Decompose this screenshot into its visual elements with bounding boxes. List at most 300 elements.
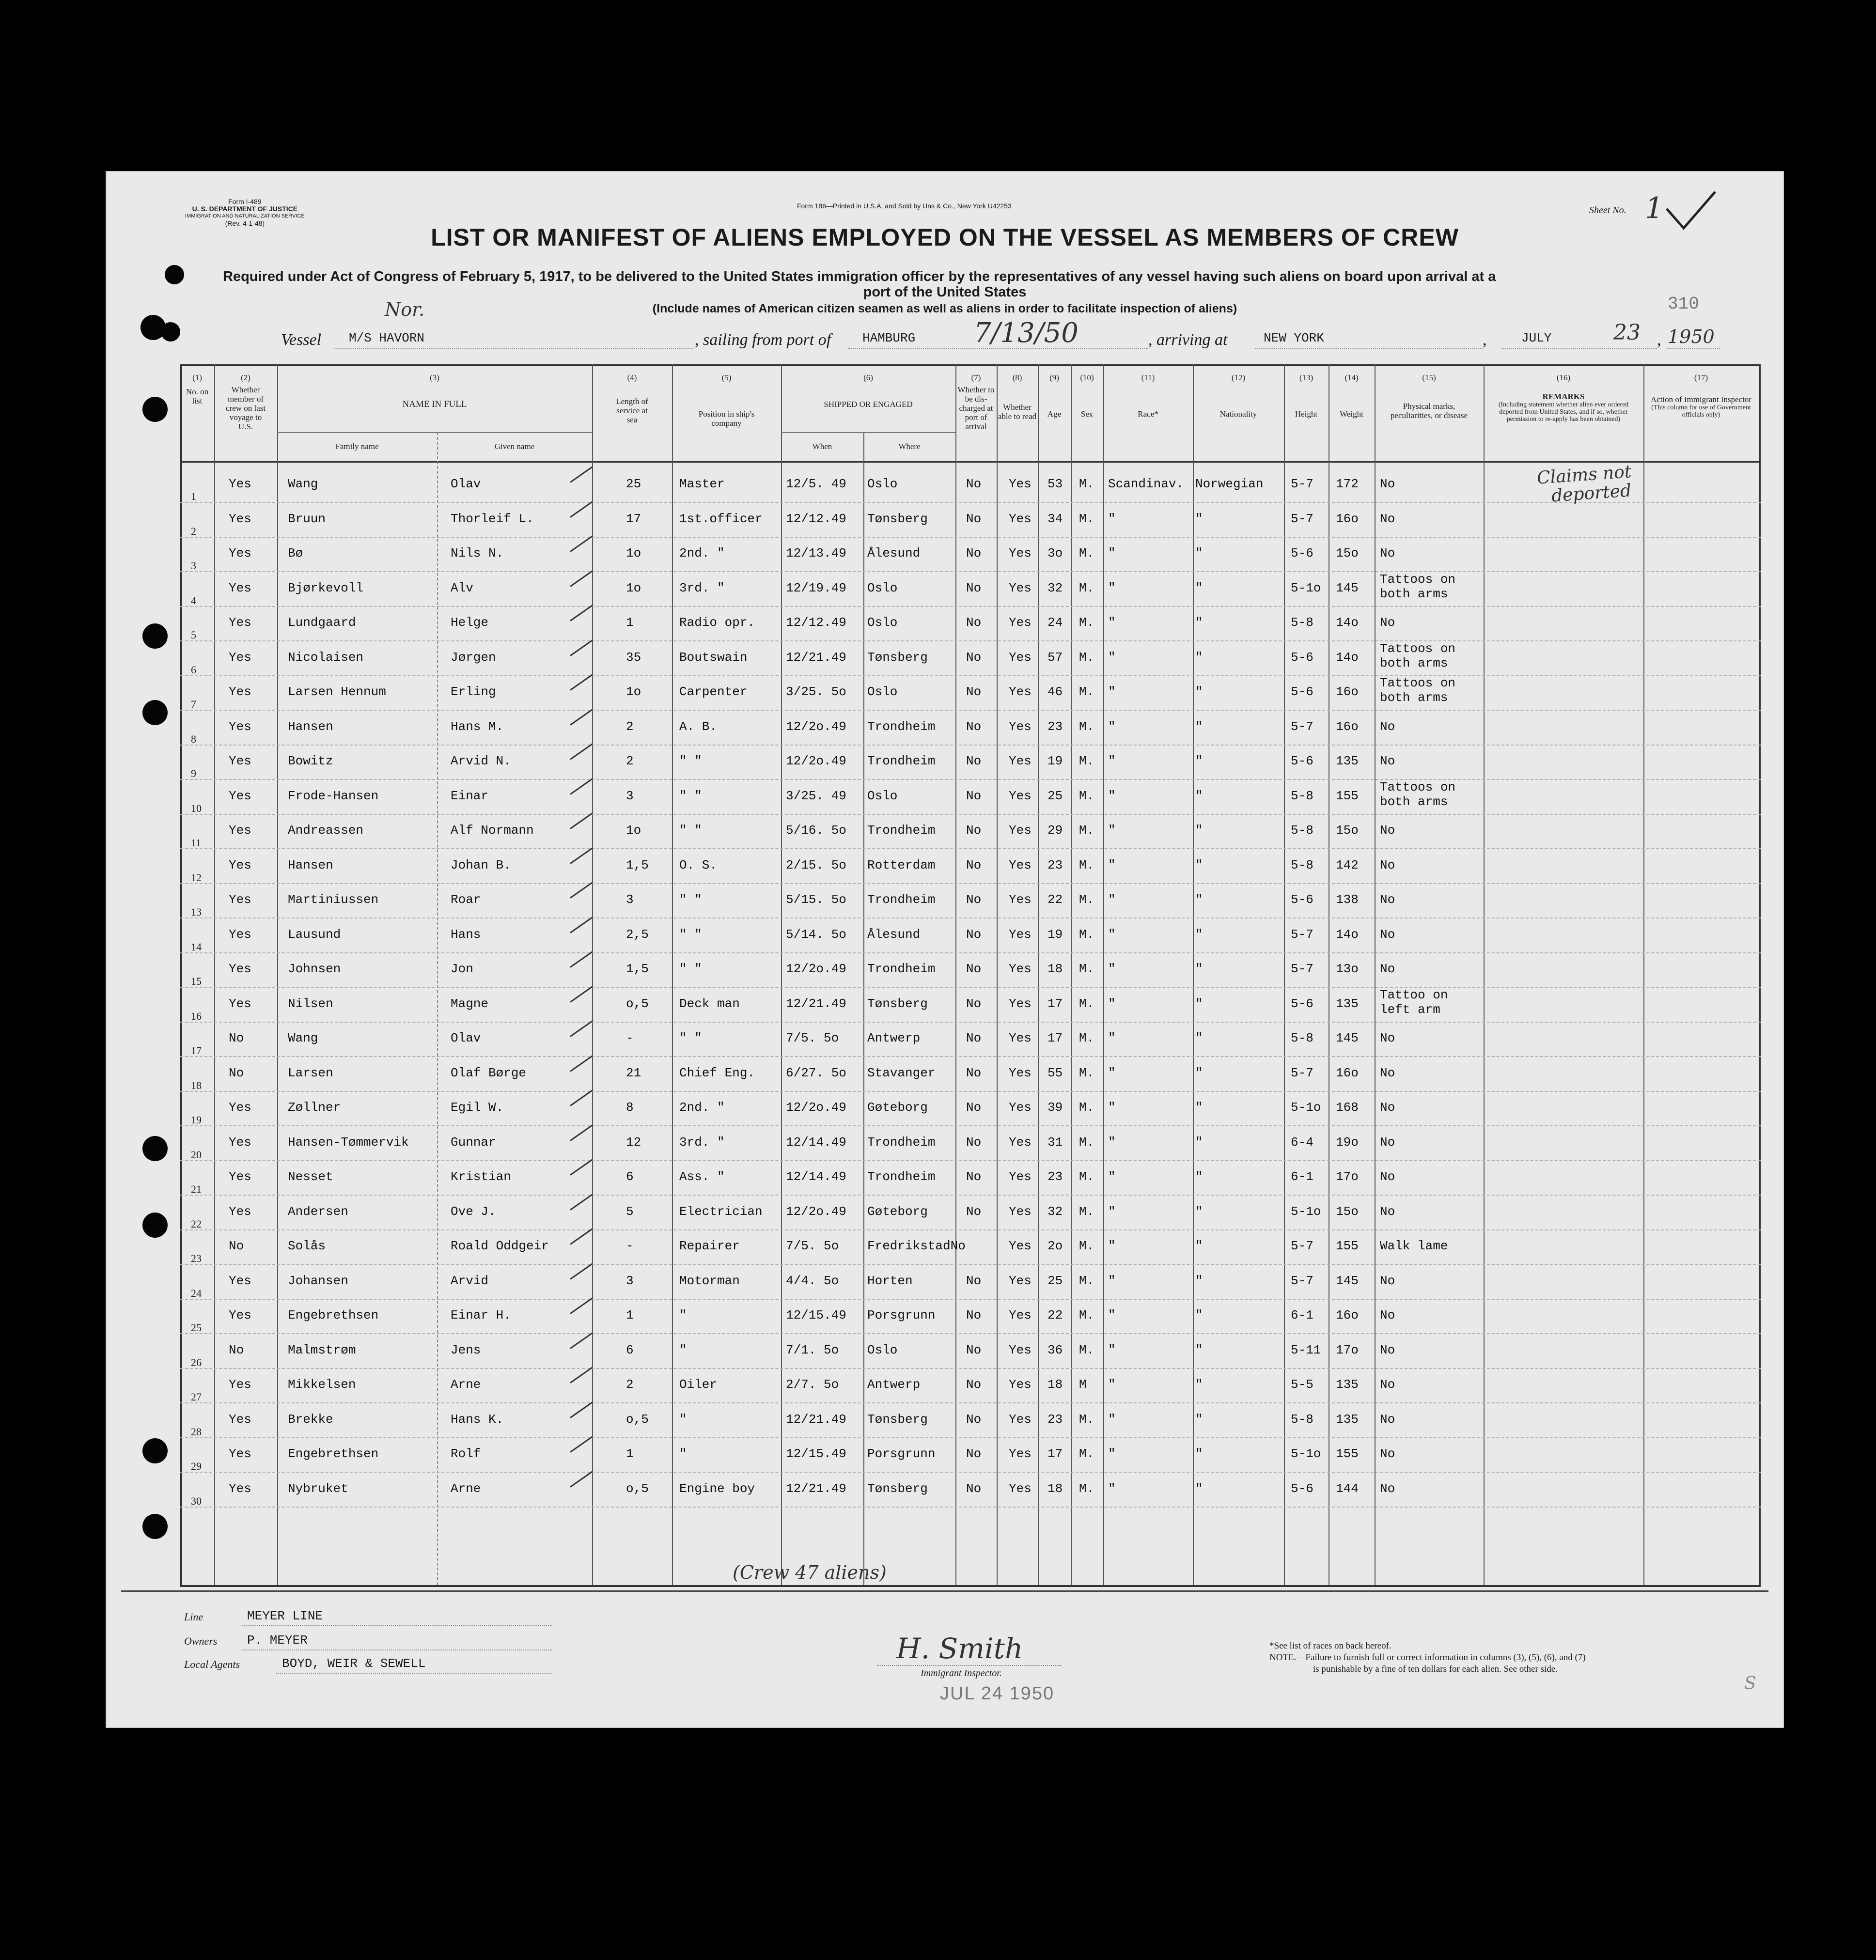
cell-marks-line: left arm — [1380, 1002, 1440, 1017]
cell-marks: No — [1380, 1447, 1395, 1461]
row-number: 5 — [191, 629, 196, 641]
port-of-departure: HAMBURG — [862, 331, 916, 345]
check-tick-icon — [570, 570, 593, 587]
cell-height: 5-7 — [1291, 1239, 1313, 1253]
row-number: 30 — [191, 1494, 202, 1507]
cell-nat: " — [1195, 754, 1203, 768]
cell-when: 12/21.49 — [786, 1481, 846, 1496]
cell-when: 3/25. 5o — [786, 684, 846, 699]
cell-height: 5-8 — [1291, 615, 1313, 630]
cell-family: Engebrethsen — [288, 1447, 379, 1461]
row-number: 13 — [191, 906, 202, 918]
cell-age: 53 — [1047, 477, 1063, 491]
cell-position: " " — [679, 962, 702, 976]
cell-when: 12/13.49 — [786, 546, 846, 560]
cell-family: Bruun — [288, 511, 326, 526]
stamp-number: 310 — [1668, 294, 1699, 314]
check-tick-icon — [570, 1367, 593, 1384]
when-header: When — [812, 442, 832, 451]
cell-height: 5-7 — [1291, 511, 1313, 526]
cell-disch: No — [966, 1447, 982, 1461]
cell-sex: M. — [1079, 1031, 1094, 1045]
cell-when: 7/5. 5o — [786, 1239, 839, 1253]
cell-height: 5-6 — [1291, 650, 1313, 665]
cell-nat: " — [1195, 1031, 1203, 1045]
cell-read: Yes — [1009, 1342, 1032, 1357]
cell-height: 5-8 — [1291, 823, 1313, 838]
cell-when: 12/19.49 — [786, 580, 846, 595]
cell-height: 5-8 — [1291, 788, 1313, 803]
cell-age: 36 — [1047, 1342, 1063, 1357]
cell-prev: No — [229, 1065, 244, 1080]
row-number: 14 — [191, 940, 202, 953]
cell-age: 3o — [1047, 546, 1063, 560]
cell-given: Einar H. — [451, 1308, 511, 1322]
cell-weight: 135 — [1336, 754, 1359, 768]
cell-family: Martiniussen — [288, 892, 379, 907]
cell-prev: No — [229, 1031, 244, 1045]
form-id-block — [185, 198, 305, 227]
cell-height: 5-7 — [1291, 477, 1313, 491]
cell-prev: Yes — [229, 892, 251, 907]
cell-family: Hansen-Tømmervik — [288, 1135, 409, 1150]
check-tick-icon — [570, 1228, 593, 1245]
cell-prev: Yes — [229, 1273, 251, 1288]
cell-marks: No — [1380, 1342, 1395, 1357]
cell-nat: " — [1195, 719, 1203, 734]
cell-service: 1 — [626, 1308, 634, 1322]
cell-sex: M. — [1079, 823, 1094, 838]
cell-height: 5-1o — [1291, 1447, 1321, 1461]
row-number: 29 — [191, 1460, 202, 1472]
cell-given: Jørgen — [451, 650, 496, 665]
cell-race: " — [1108, 857, 1116, 872]
cell-age: 34 — [1047, 511, 1063, 526]
cell-position: A. B. — [679, 719, 718, 734]
cell-marks-line: Tattoos on — [1380, 676, 1456, 690]
cell-where: Trondheim — [867, 1169, 936, 1184]
col-9-header: (9) Age — [1047, 373, 1062, 419]
cell-sex: M. — [1079, 719, 1094, 734]
cell-when: 2/7. 5o — [786, 1377, 839, 1392]
cell-weight: 15o — [1336, 823, 1359, 838]
cell-marks-line: Tattoos on — [1380, 572, 1456, 587]
manifest-sheet: Form I-489 U. S. DEPARTMENT OF JUSTICE IMMIGRATION AND NATURALIZATION SERVICE (Rev. 4-1-48) Form 186—Printed in U.S.A. and Sold by Uns & Co., New York U42253 Sheet No. 1 LIST OR MANIFEST OF ALIENS EMPLOYED ON THE VESSEL AS MEMBERS OF CREW Required under Act of Congress of February 5, 1917, to be delivered to the United States immigration officer by the representatives of any vessel having such aliens on board upon arrival at a port of the United States (Include names of American citizen seamen as well as aliens in order to facilitate inspection of aliens) 310 Nor. Vessel M/S HAVORN , sailing from port of HAMBURG 7/13/50 , arriving at NEW YORK , JULY 23 , 1950 (1) No. on list (2) Whether member of crew on last voyage to U.S. (3) NAME IN FULL Family name Given name (4) Length of service at sea (5) Position in ship's company (6) SHIPPED OR ENGAGED When Where (7) Whether to be dis-charged at port of arrival (8) Whether able to read (9) Age (10) Sex (11) Race* (12) Nationality (13) Height (14) Weight (15) Physical marks, peculiarities, or disease (16) REMARKS (Including statement whether alien ever ordered deported from United States, and if so, whether permission to re-apply has been obtained) (17) Action of Immigrant Inspector (This column for use of Government officials only) 1 Yes Wang Olav 25 Master 12/5. 49 Oslo No Yes 53 M. Scandinav. Norwegian 5-7 172 No 2 Yes Bruun Thorleif L. 17 1st.officer 12/12.49 Tønsberg No Yes 34 M. " " 5-7 16o No 3 Yes Bø Nils N. 1o 2nd. " 12/13.49 Ålesund No Yes 3o M. " " 5-6 15o No 4 Yes Bjørkevoll Alv 1o 3rd. " 12/19.49 Oslo No Yes 32 M. " " 5-1o 145 Tattoos on both arms 5 Yes Lundgaard Helge 1 Radio opr. 12/12.49 Oslo No Yes 24 M. " " 5-8 14o No 6 Yes Nicolaisen Jørgen 35 Boutswain 12/21.49 Tønsberg No Yes 57 M. " " 5-6 14o Tattoos on both arms 7 Yes Larsen Hennum Erling 1o Carpenter 3/25. 5o Oslo No Yes 46 M. " " 5-6 16o Tattoos on both arms 8 Yes Hansen Hans M. 2 A. B. 12/2o.49 Trondheim No Yes 23 M. " " 5-7 16o No 9 Yes Bowitz Arvid N. 2 " " 12/2o.49 Trondheim No Yes 19 M. " " 5-6 135 No 10 Yes Frode-Hansen Einar 3 " " 3/25. 49 Oslo No Yes 25 M. " " 5-8 155 Tattoos on both arms 11 Yes Andreassen Alf Normann 1o " " 5/16. 5o Trondheim No Yes 29 M. " " 5-8 15o No 12 Yes Hansen Johan B. 1,5 O. S. 2/15. 5o Rotterdam No Yes 23 M. " " 5-8 142 No 13 Yes Martiniussen Roar 3 " " 5/15. 5o Trondheim No Yes 22 M. " " 5-6 138 No 14 Yes Lausund Hans 2,5 " " 5/14. 5o Ålesund No Yes 19 M. " " 5-7 14o No 15 Yes Johnsen Jon 1,5 " " 12/2o.49 Trondheim No Yes 18 M. " " 5-7 13o No 16 Yes Nilsen Magne o,5 Deck man 12/21.49 Tønsberg No Yes 17 M. " " 5-6 135 Tattoo on left arm 17 No Wang Olav - " " 7/5. 5o Antwerp No Yes 17 M. " " 5-8 145 No 18 No Larsen Olaf Børge 21 Chief Eng. 6/27. 5o Stavanger No Yes 55 M. " " 5-7 16o No 19 Yes Zøllner Egil W. 8 2nd. " 12/2o.49 Gøteborg No Yes 39 M. " " 5-1o 168 No 20 Yes Hansen-Tømmervik Gunnar 12 3rd. " 12/14.49 Trondheim No Yes 31 M. " " 6-4 19o No 21 Yes Nesset Kristian 6 Ass. " 12/14.49 Trondheim No Yes 23 M. " " 6-1 17o No 22 Yes Andersen Ove J. 5 Electrician 12/2o.49 Gøteborg No Yes 32 M. " " 5-1o 15o No 23 No Solås Roald Oddgeir - Repairer 7/5. 5o FredrikstadNo Yes 2o M. " " 5-7 155 Walk lame 24 Yes Johansen Arvid 3 Motorman 4/4. 5o Horten No Yes 25 M. " " 5-7 145 No 25 Yes Engebrethsen Einar H. 1 " 12/15.49 Porsgrunn No Yes 22 M. " " 6-1 16o No 26 No Malmstrøm Jens 6 " 7/1. 5o Oslo No Yes 36 M. " " 5-11 17o No 27 Yes Mikkelsen Arne 2 Oiler 2/7. 5o Antwerp No Yes 18 M " " 5-5 135 No 28 Yes Brekke Hans K. o,5 " 12/21.49 Tønsberg No Yes 23 M. " " 5-8 135 No 29 Yes Engebrethsen Rolf 1 " 12/15.49 Porsgrunn No Yes 17 M. " " 5-1o 155 No 30 Yes Nybruket Arne o,5 Engine boy 12/21.49 Tønsberg No Yes 18 M. " " 5-6 144 No Claims not deported (Crew 47 aliens) Line MEYER LINE Owners P. MEYER Local Agents BOYD, WEIR & SEWELL H. Smith Immigrant Inspector. JUL 24 1950 *See list of races on back hereof. NOTE.—Failure to furnish full or correct information in columns (3), (5), (6), and (7) is punishable by a fine of ten dollars for each alien. See other side. S — [106, 171, 1784, 1728]
cell-service: 1,5 — [626, 857, 649, 872]
row-number: 2 — [191, 525, 196, 537]
cell-height: 5-1o — [1291, 1204, 1321, 1219]
check-tick-icon — [570, 986, 593, 1003]
cell-family: Larsen — [288, 1065, 333, 1080]
cell-family: Hansen — [288, 857, 333, 872]
cell-given: Alf Normann — [451, 823, 534, 838]
cell-family: Bowitz — [288, 754, 333, 768]
cell-sex: M — [1079, 1377, 1087, 1392]
cell-service: 2 — [626, 1377, 634, 1392]
punch-hole — [142, 1213, 168, 1238]
cell-marks: No — [1380, 615, 1395, 630]
cell-age: 17 — [1047, 1031, 1063, 1045]
cell-sex: M. — [1079, 962, 1094, 976]
cell-service: o,5 — [626, 996, 649, 1011]
check-tick-icon — [570, 917, 593, 933]
punch-hole — [161, 322, 180, 342]
cell-weight: 16o — [1336, 719, 1359, 734]
cell-marks: No — [1380, 1308, 1395, 1322]
cell-where: Trondheim — [867, 754, 936, 768]
cell-disch: No — [966, 511, 982, 526]
cell-position: " " — [679, 1031, 702, 1045]
cell-prev: No — [229, 1342, 244, 1357]
cell-race: " — [1108, 1377, 1116, 1392]
row-number: 23 — [191, 1252, 202, 1264]
cell-where: Antwerp — [867, 1031, 921, 1045]
cell-read: Yes — [1009, 1100, 1032, 1115]
cell-family: Johansen — [288, 1273, 348, 1288]
cell-sex: M. — [1079, 1342, 1094, 1357]
cell-service: 21 — [626, 1065, 641, 1080]
cell-family: Zøllner — [288, 1100, 341, 1115]
cell-service: 35 — [626, 650, 641, 665]
cell-height: 5-8 — [1291, 1031, 1313, 1045]
sheet-number-label: Sheet No. — [1589, 205, 1626, 216]
cell-prev: Yes — [229, 1100, 251, 1115]
cell-position: Deck man — [679, 996, 740, 1011]
check-tick-icon — [570, 1124, 593, 1141]
cell-read: Yes — [1009, 927, 1032, 942]
local-agents-value: BOYD, WEIR & SEWELL — [282, 1656, 426, 1671]
cell-age: 23 — [1047, 857, 1063, 872]
cell-marks: No — [1380, 1273, 1395, 1288]
cell-sex: M. — [1079, 788, 1094, 803]
cell-race: " — [1108, 1031, 1116, 1045]
penalty-note-2: is punishable by a fine of ten dollars for each alien. See other side. — [1313, 1664, 1558, 1674]
cell-read: Yes — [1009, 546, 1032, 560]
cell-weight: 16o — [1336, 1065, 1359, 1080]
cell-when: 5/14. 5o — [786, 927, 846, 942]
cell-age: 22 — [1047, 1308, 1063, 1322]
col-3-header: (3) NAME IN FULL — [402, 373, 467, 409]
cell-race: " — [1108, 1065, 1116, 1080]
cell-service: 1o — [626, 823, 641, 838]
cell-race: " — [1108, 823, 1116, 838]
cell-sex: M. — [1079, 1100, 1094, 1115]
cell-prev: Yes — [229, 580, 251, 595]
cell-given: Helge — [451, 615, 489, 630]
cell-disch: No — [966, 1377, 982, 1392]
cell-age: 24 — [1047, 615, 1063, 630]
line-value: MEYER LINE — [247, 1609, 323, 1623]
row-number: 26 — [191, 1356, 202, 1369]
cell-marks: No — [1380, 511, 1395, 526]
cell-read: Yes — [1009, 1273, 1032, 1288]
cell-nat: " — [1195, 788, 1203, 803]
cell-prev: No — [229, 1239, 244, 1253]
cell-position: 1st.officer — [679, 511, 763, 526]
cell-read: Yes — [1009, 788, 1032, 803]
cell-race: " — [1108, 1169, 1116, 1184]
cell-read: Yes — [1009, 615, 1032, 630]
cell-position: Ass. " — [679, 1169, 725, 1184]
cell-race: " — [1108, 1204, 1116, 1219]
cell-marks: No — [1380, 1412, 1395, 1427]
check-tick-icon — [570, 1055, 593, 1072]
arriving-label: , arriving at — [1148, 331, 1228, 349]
cell-disch: No — [966, 477, 982, 491]
cell-where: Oslo — [867, 615, 898, 630]
cell-height: 5-5 — [1291, 1377, 1313, 1392]
cell-service: o,5 — [626, 1412, 649, 1427]
punch-hole — [142, 623, 168, 649]
cell-height: 5-6 — [1291, 1481, 1313, 1496]
cell-given: Nils N. — [451, 546, 504, 560]
cell-disch: No — [966, 1342, 982, 1357]
cell-race: " — [1108, 996, 1116, 1011]
cell-marks — [1380, 676, 1455, 705]
cell-when: 12/21.49 — [786, 650, 846, 665]
crew-table — [180, 364, 1761, 1585]
cell-nat: " — [1195, 1342, 1203, 1357]
cell-where: FredrikstadNo — [867, 1239, 966, 1253]
punch-hole — [142, 1514, 168, 1539]
cell-disch: No — [966, 650, 982, 665]
cell-sex: M. — [1079, 1447, 1094, 1461]
cell-read: Yes — [1009, 1447, 1032, 1461]
form-revision: (Rev. 4-1-48) — [225, 219, 265, 227]
cell-race: " — [1108, 580, 1116, 595]
sailing-date: 7/13/50 — [974, 317, 1079, 349]
cell-sex: M. — [1079, 892, 1094, 907]
vessel-name: M/S HAVORN — [349, 331, 425, 345]
cell-weight: 16o — [1336, 511, 1359, 526]
cell-disch: No — [966, 1031, 982, 1045]
cell-service: 6 — [626, 1342, 634, 1357]
cell-nat: " — [1195, 857, 1203, 872]
cell-family: Nilsen — [288, 996, 333, 1011]
row-number: 17 — [191, 1044, 202, 1057]
cell-when: 12/2o.49 — [786, 1204, 846, 1219]
col-14-header: (14) Weight — [1340, 373, 1363, 419]
inspector-signature: H. Smith — [896, 1632, 1023, 1665]
cell-age: 46 — [1047, 684, 1063, 699]
cell-sex: M. — [1079, 1273, 1094, 1288]
cell-height: 5-6 — [1291, 996, 1313, 1011]
cell-given: Arvid N. — [451, 754, 511, 768]
cell-weight: 155 — [1336, 1447, 1359, 1461]
cell-nat: " — [1195, 546, 1203, 560]
cell-family: Johnsen — [288, 962, 341, 976]
cell-marks: No — [1380, 1481, 1395, 1496]
cell-position: " — [679, 1447, 687, 1461]
check-tick-icon — [570, 847, 593, 864]
cell-family: Mikkelsen — [288, 1377, 356, 1392]
cell-prev: Yes — [229, 1169, 251, 1184]
cell-disch: No — [966, 1273, 982, 1288]
cell-race: " — [1108, 1308, 1116, 1322]
cell-position: 3rd. " — [679, 1135, 725, 1150]
cell-disch: No — [966, 1135, 982, 1150]
sheet-number: 1 — [1645, 191, 1664, 225]
cell-given: Magne — [451, 996, 489, 1011]
cell-sex: M. — [1079, 615, 1094, 630]
row-number: 18 — [191, 1079, 202, 1091]
row-number: 16 — [191, 1010, 202, 1022]
check-tick-icon — [570, 743, 593, 760]
vessel-label: Vessel — [281, 331, 322, 349]
cell-prev: Yes — [229, 788, 251, 803]
cell-position: 3rd. " — [679, 580, 725, 595]
cell-when: 12/2o.49 — [786, 754, 846, 768]
cell-given: Jens — [451, 1342, 481, 1357]
cell-race: " — [1108, 1273, 1116, 1288]
cell-family: Nicolaisen — [288, 650, 364, 665]
cell-family: Wang — [288, 477, 318, 491]
cell-marks: No — [1380, 719, 1395, 734]
cell-where: Ålesund — [867, 927, 921, 942]
subtitle-line-2: port of the United States — [863, 284, 1027, 300]
cell-when: 12/14.49 — [786, 1135, 846, 1150]
cell-when: 12/15.49 — [786, 1447, 846, 1461]
given-name-header: Given name — [494, 442, 535, 451]
cell-prev: Yes — [229, 615, 251, 630]
cell-marks — [1380, 988, 1448, 1017]
cell-race: " — [1108, 615, 1116, 630]
cell-marks: No — [1380, 1377, 1395, 1392]
row-number: 21 — [191, 1183, 202, 1195]
cell-when: 12/15.49 — [786, 1308, 846, 1322]
cell-where: Trondheim — [867, 719, 936, 734]
cell-disch: No — [966, 1308, 982, 1322]
cell-marks-line: Tattoos on — [1380, 641, 1456, 656]
cell-marks: No — [1380, 546, 1395, 560]
cell-race: " — [1108, 1135, 1116, 1150]
col-16-header: (16) REMARKS (Including statement whether alien ever ordered deported from United States, and if so, whether permission to re-apply has been obtained) — [1498, 373, 1629, 423]
cell-sex: M. — [1079, 1239, 1094, 1253]
cell-read: Yes — [1009, 1065, 1032, 1080]
punch-hole — [165, 265, 184, 284]
cell-marks: No — [1380, 1100, 1395, 1115]
cell-read: Yes — [1009, 511, 1032, 526]
cell-sex: M. — [1079, 1481, 1094, 1496]
local-agents-label: Local Agents — [184, 1658, 240, 1670]
cell-height: 5-6 — [1291, 546, 1313, 560]
cell-position: Oiler — [679, 1377, 718, 1392]
check-tick-icon — [570, 1436, 593, 1453]
cell-read: Yes — [1009, 1031, 1032, 1045]
check-tick-icon — [570, 1401, 593, 1418]
cell-when: 12/12.49 — [786, 615, 846, 630]
cell-race: " — [1108, 1342, 1116, 1357]
cell-when: 12/12.49 — [786, 511, 846, 526]
cell-service: 3 — [626, 892, 634, 907]
inspector-label: Immigrant Inspector. — [921, 1668, 1002, 1679]
cell-height: 5-6 — [1291, 892, 1313, 907]
row-number: 15 — [191, 975, 202, 987]
cell-disch: No — [966, 823, 982, 838]
cell-nat: " — [1195, 1273, 1203, 1288]
col-17-header: (17) Action of Immigrant Inspector (This column for use of Government officials only) — [1650, 373, 1752, 419]
cell-service: 5 — [626, 1204, 634, 1219]
cell-weight: 145 — [1336, 580, 1359, 595]
cell-height: 6-1 — [1291, 1308, 1313, 1322]
cell-marks-line: both arms — [1380, 655, 1448, 670]
cell-age: 18 — [1047, 1377, 1063, 1392]
cell-nat: " — [1195, 823, 1203, 838]
col-13-header: (13) Height — [1295, 373, 1318, 419]
cell-age: 25 — [1047, 788, 1063, 803]
check-tick-icon — [570, 1194, 593, 1211]
cell-prev: Yes — [229, 823, 251, 838]
cell-position: " — [679, 1342, 687, 1357]
cell-weight: 155 — [1336, 788, 1359, 803]
cell-marks-line: both arms — [1380, 690, 1448, 705]
sailing-label: , sailing from port of — [695, 331, 831, 349]
cell-height: 5-7 — [1291, 1065, 1313, 1080]
cell-service: 12 — [626, 1135, 641, 1150]
cell-nat: " — [1195, 1204, 1203, 1219]
cell-prev: Yes — [229, 1481, 251, 1496]
cell-read: Yes — [1009, 580, 1032, 595]
cell-nat: " — [1195, 615, 1203, 630]
cell-service: 2 — [626, 754, 634, 768]
cell-age: 55 — [1047, 1065, 1063, 1080]
cell-height: 6-4 — [1291, 1135, 1313, 1150]
cell-marks: No — [1380, 892, 1395, 907]
cell-sex: M. — [1079, 1135, 1094, 1150]
cell-disch: No — [966, 927, 982, 942]
cell-where: Oslo — [867, 788, 898, 803]
cell-nat: " — [1195, 996, 1203, 1011]
check-tick-icon — [570, 1263, 593, 1280]
cell-given: Olaf Børge — [451, 1065, 527, 1080]
cell-age: 29 — [1047, 823, 1063, 838]
cell-service: 2 — [626, 719, 634, 734]
cell-where: Stavanger — [867, 1065, 936, 1080]
cell-height: 5-7 — [1291, 927, 1313, 942]
cell-nat: " — [1195, 1239, 1203, 1253]
cell-race: " — [1108, 962, 1116, 976]
col-10-header: (10) Sex — [1080, 373, 1094, 419]
cell-race: " — [1108, 650, 1116, 665]
cell-sex: M. — [1079, 857, 1094, 872]
cell-service: - — [626, 1239, 634, 1253]
service-name: IMMIGRATION AND NATURALIZATION SERVICE — [185, 213, 305, 219]
cell-race: " — [1108, 754, 1116, 768]
cell-weight: 14o — [1336, 927, 1359, 942]
cell-service: 3 — [626, 788, 634, 803]
cell-where: Oslo — [867, 1342, 898, 1357]
cell-nat: Norwegian — [1195, 477, 1264, 491]
cell-race: " — [1108, 788, 1116, 803]
cell-position: Chief Eng. — [679, 1065, 755, 1080]
cell-race: " — [1108, 1447, 1116, 1461]
cell-where: Tønsberg — [867, 511, 928, 526]
cell-race: " — [1108, 684, 1116, 699]
cell-position: Radio opr. — [679, 615, 755, 630]
cell-weight: 138 — [1336, 892, 1359, 907]
check-tick-icon — [570, 605, 593, 622]
cell-given: Gunnar — [451, 1135, 496, 1150]
subtitle-line-3: (Include names of American citizen seamen as well as aliens in order to facilitate inspection of aliens) — [652, 302, 1237, 315]
punch-hole — [142, 1438, 168, 1463]
cell-given: Egil W. — [451, 1100, 504, 1115]
cell-read: Yes — [1009, 1377, 1032, 1392]
cell-prev: Yes — [229, 1204, 251, 1219]
check-tick-icon — [570, 1297, 593, 1314]
corner-mark: S — [1744, 1674, 1756, 1694]
cell-when: 12/5. 49 — [786, 477, 846, 491]
cell-where: Antwerp — [867, 1377, 921, 1392]
